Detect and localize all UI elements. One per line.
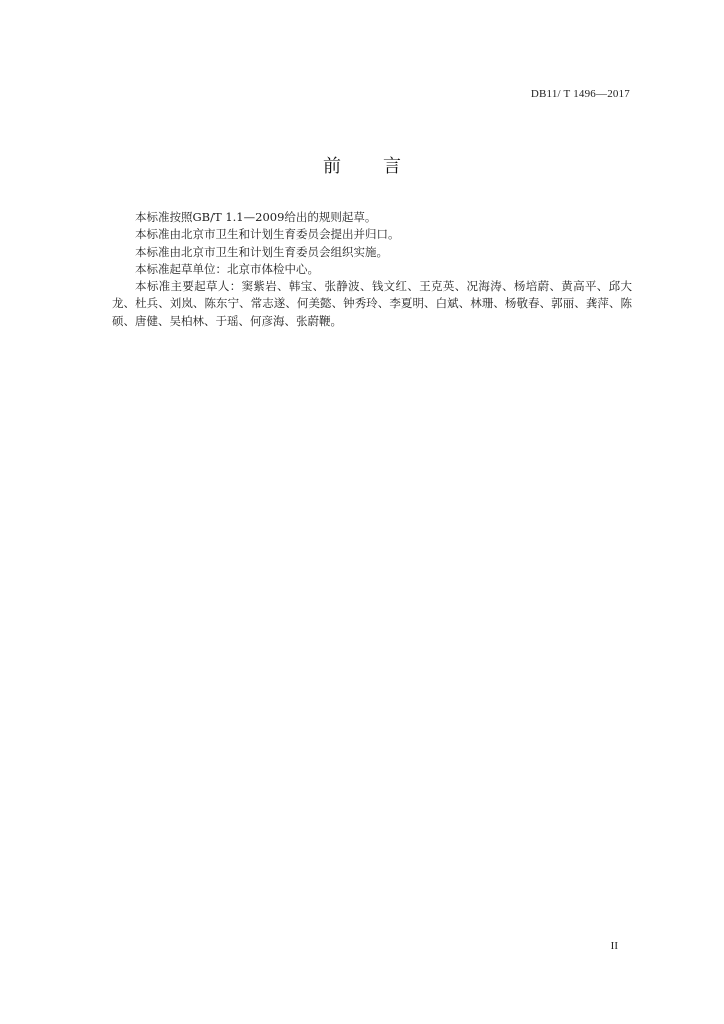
paragraph-drafting-unit: 本标准起草单位：北京市体检中心。	[135, 261, 319, 276]
paragraph-implementer: 本标准由北京市卫生和计划生育委员会组织实施。	[135, 244, 388, 259]
paragraph-drafting-rules: 本标准按照GB/T 1.1—2009给出的规则起草。	[135, 210, 377, 224]
page-number: II	[610, 940, 618, 952]
document-code: DB11/ T 1496—2017	[530, 88, 630, 100]
paragraph-proposer: 本标准由北京市卫生和计划生育委员会提出并归口。	[135, 227, 400, 242]
page-title: 前言	[323, 156, 443, 177]
paragraph-drafters: 本标准主要起草人：窦紫岩、韩宝、张静波、钱文红、王克英、况海涛、杨培蔚、黄高平、邱大龙、杜兵、刘岚、陈东宁、常志遂、何美懿、钟秀玲、李夏明、白斌、林珊、杨敬春、郭丽、龚萍、陈硕、唐健、吴柏林、于瑶、何彦海、张蔚鞭。	[112, 279, 632, 328]
foreword-body	[112, 209, 632, 330]
